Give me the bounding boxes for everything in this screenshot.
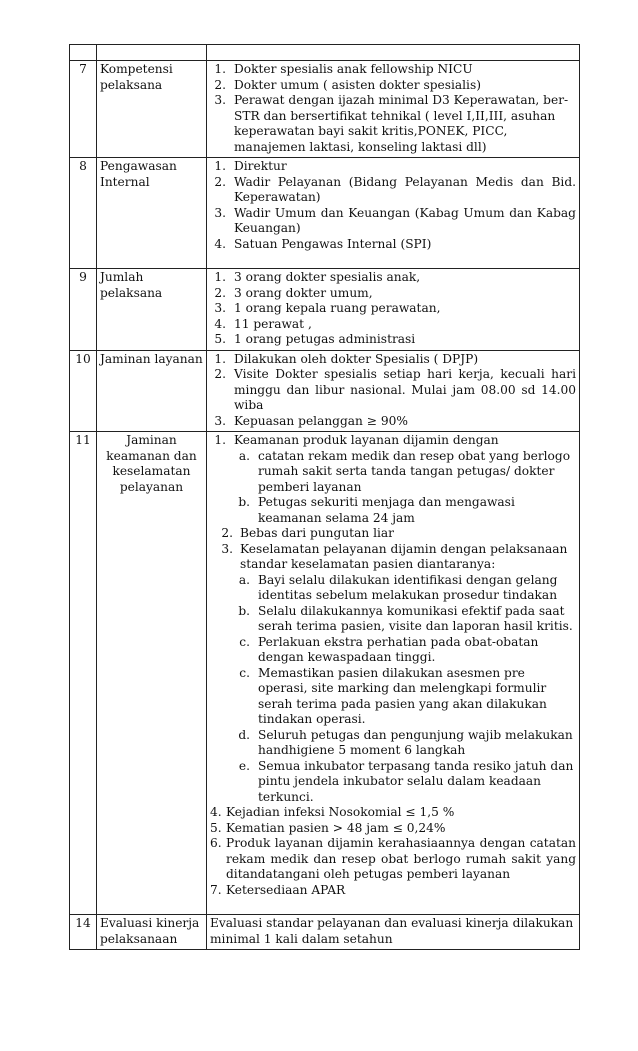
list-item: 5. 1 orang petugas administrasi bbox=[214, 332, 416, 346]
list-item: 3. Wadir Umum dan Keuangan (Kabag Umum dan Kabag Keuangan) bbox=[214, 205, 576, 235]
table-cell bbox=[97, 45, 207, 61]
list-item: c. Memastikan pasien dilakukan asesmen pre operasi, site marking dan melengkapi formulir serah terima pada pasien yang akan dilakukan tindakan operasi. bbox=[239, 665, 547, 726]
row-number: 9 bbox=[70, 269, 97, 351]
row-content bbox=[207, 269, 580, 351]
list-item: 2. Bebas dari pungutan liar bbox=[221, 526, 394, 540]
list-item: 1. 3 orang dokter spesialis anak, bbox=[214, 270, 421, 284]
table-row bbox=[70, 45, 580, 61]
list-item: 2. Visite Dokter spesialis setiap hari kerja, kecuali hari minggu dan libur nasional. Mulai jam 08.00 sd 14.00 wiba bbox=[214, 367, 576, 412]
list-item: 4. Satuan Pengawas Internal (SPI) bbox=[214, 236, 432, 251]
list-item: 3. 1 orang kepala ruang perawatan, bbox=[214, 301, 441, 315]
list-item: a. catatan rekam medik dan resep obat yang berlogo rumah sakit serta tanda tangan petugas/ dokter pemberi layanan bbox=[238, 448, 571, 494]
table-row bbox=[70, 915, 580, 950]
table-row bbox=[70, 432, 580, 915]
row-label: Kompetensi pelaksana bbox=[97, 61, 207, 158]
row-number: 7 bbox=[70, 61, 97, 158]
row-number: 8 bbox=[70, 158, 97, 269]
row-label: Jaminan layanan bbox=[97, 350, 207, 432]
list-item: 2. 3 orang dokter umum, bbox=[214, 285, 373, 300]
list-item: 4. Kejadian infeksi Nosokomial ≤ 1,5 % bbox=[210, 805, 455, 819]
list-item: 1. Direktur bbox=[214, 159, 287, 173]
list-item: 2. Wadir Pelayanan (Bidang Pelayanan Medis dan Bid. Keperawatan) bbox=[214, 174, 576, 204]
table-row bbox=[70, 350, 580, 432]
row-label: Jaminan keamanan dan keselamatan pelayanan bbox=[97, 432, 207, 915]
table-cell bbox=[70, 45, 97, 61]
list-item: 4. 11 perawat , bbox=[214, 316, 312, 331]
list-item: b. Selalu dilakukannya komunikasi efektif pada saat serah terima pasien, visite dan laporan hasil kritis. bbox=[238, 603, 573, 633]
row-number: 14 bbox=[70, 915, 97, 950]
list-item: 1. Dokter spesialis anak fellowship NICU bbox=[214, 62, 473, 76]
row-number: 11 bbox=[70, 432, 97, 915]
row-label: Evaluasi kinerja pelaksanaan bbox=[97, 915, 207, 950]
table-row bbox=[70, 158, 580, 269]
row-label: Pengawasan Internal bbox=[97, 158, 207, 269]
service-standard-table bbox=[69, 44, 580, 950]
list-item: 3. Perawat dengan ijazah minimal D3 Keperawatan, ber- STR dan bersertifikat tehnikal ( level I,II,III, asuhan keperawatan bayi sakit kritis,PONEK, PICC, manajemen laktasi, konseling laktasi dll) bbox=[214, 93, 569, 154]
list-item: 2. Dokter umum ( asisten dokter spesialis) bbox=[214, 77, 481, 92]
table-row bbox=[70, 61, 580, 158]
row-content bbox=[207, 61, 580, 158]
row-content bbox=[207, 158, 580, 269]
list-item: 7. Ketersediaan APAR bbox=[210, 882, 346, 897]
list-item: 5. Kematian pasien > 48 jam ≤ 0,24% bbox=[210, 820, 446, 835]
table-cell bbox=[207, 45, 580, 61]
list-item: 1. Keamanan produk layanan dijamin dengan bbox=[214, 433, 499, 447]
list-item: b. Petugas sekuriti menjaga dan mengawasi keamanan selama 24 jam bbox=[238, 495, 515, 525]
list-item: 3. Kepuasan pelanggan ≥ 90% bbox=[214, 413, 408, 428]
row-content bbox=[207, 432, 580, 915]
list-item: 3. Keselamatan pelayanan dijamin dengan pelaksanaan standar keselamatan pasien diantaranya: bbox=[221, 541, 568, 571]
list-item: e. Semua inkubator terpasang tanda resiko jatuh dan pintu jendela inkubator selalu dalam keadaan terkunci. bbox=[238, 758, 574, 804]
row-label: Jumlah pelaksana bbox=[97, 269, 207, 351]
row-content: Evaluasi standar pelayanan dan evaluasi kinerja dilakukan minimal 1 kali dalam setahun bbox=[207, 915, 580, 950]
row-number: 10 bbox=[70, 350, 97, 432]
table-row bbox=[70, 269, 580, 351]
list-item: c. Perlakuan ekstra perhatian pada obat-obatan dengan kewaspadaan tinggi. bbox=[239, 634, 539, 664]
list-item: 6. Produk layanan dijamin kerahasiaannya dengan catatan rekam medik dan resep obat berlogo rumah sakit yang ditandatangani oleh petugas pemberi layanan bbox=[210, 836, 576, 881]
list-item: a. Bayi selalu dilakukan identifikasi dengan gelang identitas sebelum melakukan prosedur tindakan bbox=[238, 572, 558, 602]
list-item: 1. Dilakukan oleh dokter Spesialis ( DPJP) bbox=[214, 351, 479, 366]
list-item: d. Seluruh petugas dan pengunjung wajib melakukan handhigiene 5 moment 6 langkah bbox=[238, 727, 573, 757]
row-content bbox=[207, 350, 580, 432]
